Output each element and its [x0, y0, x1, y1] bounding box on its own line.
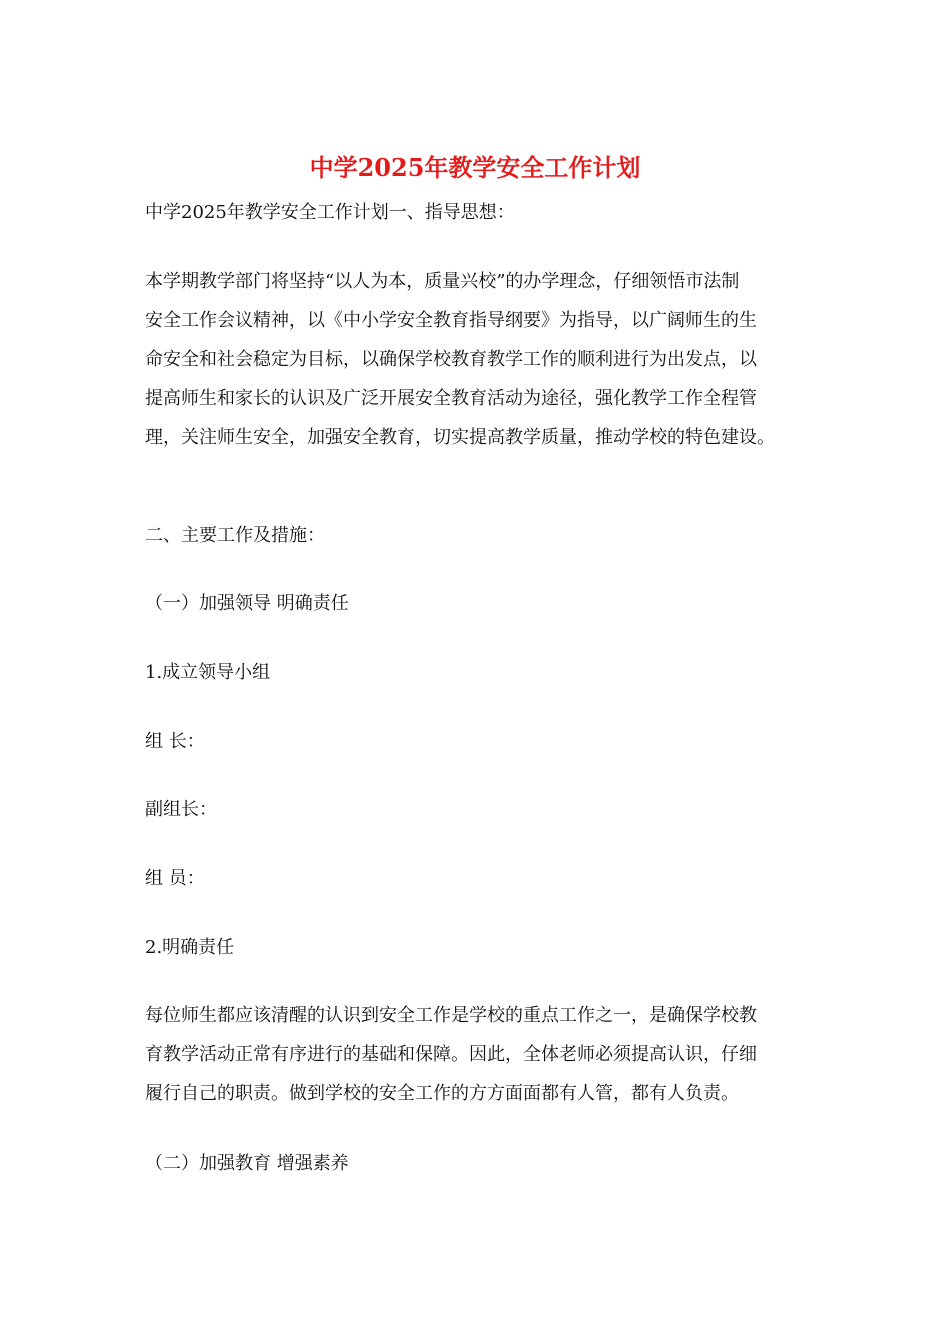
paragraph-line: 育教学活动正常有序进行的基础和保障。因此，全体老师必须提高认识，仔细 [145, 1044, 757, 1065]
section-heading: 二、主要工作及措施： [145, 525, 325, 546]
paragraph-line: 提高师生和家长的认识及广泛开展安全教育活动为途径，强化教学工作全程管 [145, 388, 757, 409]
subsection-heading: （二）加强教育 增强素养 [145, 1153, 349, 1174]
document-title: 中学2025年教学安全工作计划 [309, 153, 641, 182]
vice-leader-label: 副组长： [145, 799, 217, 820]
paragraph-line: 每位师生都应该清醒的认识到安全工作是学校的重点工作之一，是确保学校教 [145, 1005, 757, 1026]
leader-label: 组 长： [145, 731, 205, 752]
paragraph-line: 履行自己的职责。做到学校的安全工作的方方面面都有人管，都有人负责。 [145, 1083, 739, 1104]
guiding-paragraph [145, 262, 815, 457]
responsibility-paragraph [145, 996, 815, 1113]
paragraph-line: 本学期教学部门将坚持“以人为本，质量兴校”的办学理念，仔细领悟市法制 [145, 271, 740, 292]
paragraph-line: 命安全和社会稳定为目标，以确保学校教育教学工作的顺利进行为出发点，以 [145, 349, 757, 370]
intro-line: 中学2025年教学安全工作计划一、指导思想： [145, 202, 515, 223]
members-label: 组 员： [145, 868, 205, 889]
paragraph-line: 理，关注师生安全，加强安全教育，切实提高教学质量，推动学校的特色建设。 [145, 427, 775, 448]
list-item: 1.成立领导小组 [145, 662, 271, 683]
subsection-heading: （一）加强领导 明确责任 [145, 593, 349, 614]
list-item: 2.明确责任 [145, 937, 235, 958]
paragraph-line: 安全工作会议精神，以《中小学安全教育指导纲要》为指导，以广阔师生的生 [145, 310, 757, 331]
